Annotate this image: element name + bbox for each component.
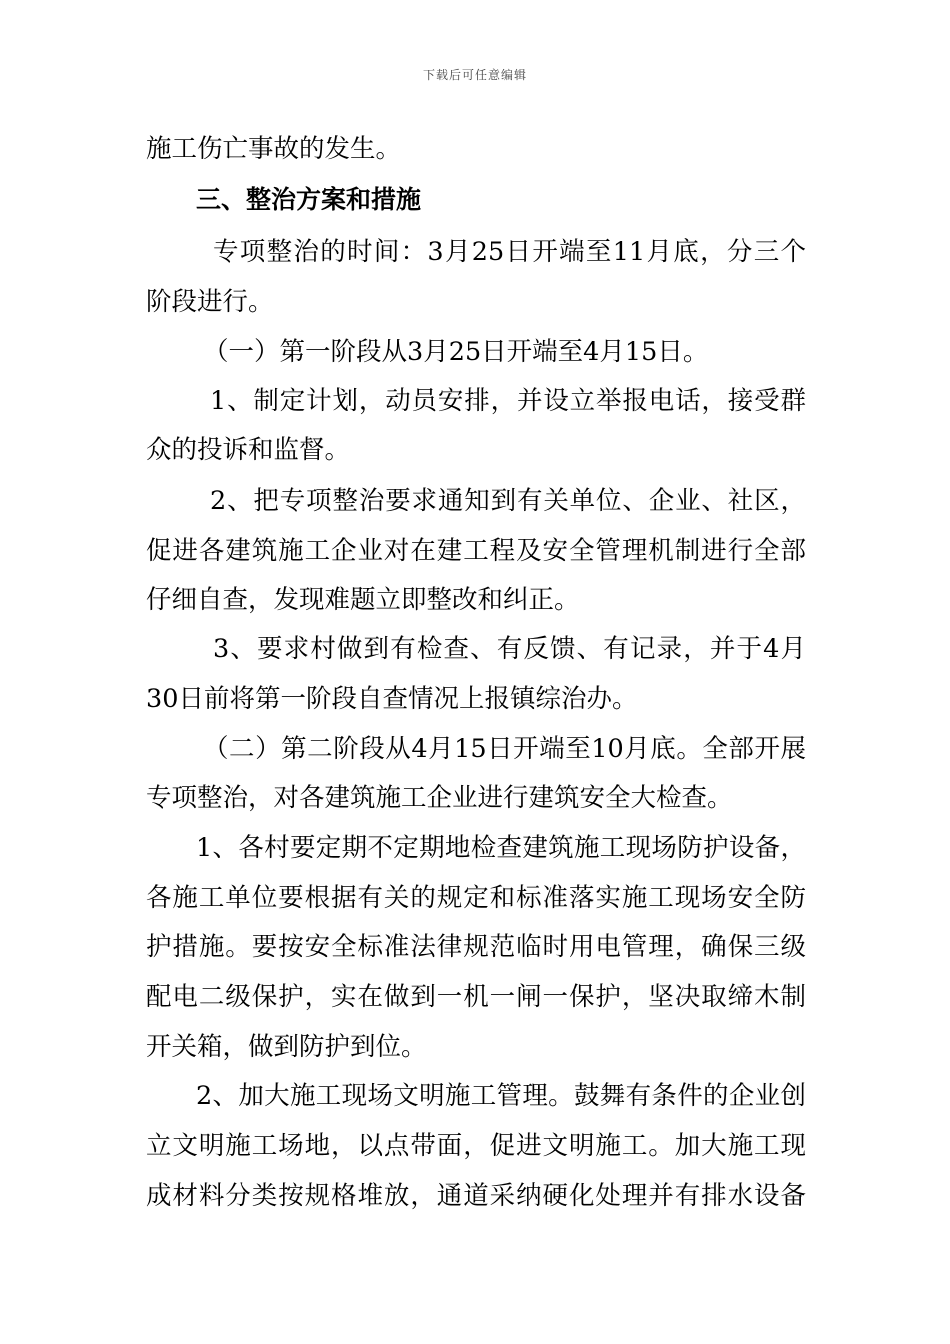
body-line: 阶段进行。 (146, 287, 274, 317)
body-line: 施工伤亡事故的发生。 (146, 134, 402, 164)
body-line: 众的投诉和监督。 (146, 435, 351, 465)
body-line: 专项整治，对各建筑施工企业进行建筑安全大检查。 (146, 783, 733, 813)
body-line: 1、各村要定期不定期地检查建筑施工现场防护设备， (196, 833, 806, 863)
subsection-heading: （二）第二阶段从4月15日开端至10月底。全部开展 (203, 734, 806, 764)
page-header: 下载后可任意编辑 (422, 68, 527, 82)
body-line: 成材料分类按规格堆放，通道采纳硬化处理并有排水设备 (146, 1181, 806, 1211)
body-line: 2、把专项整治要求通知到有关单位、企业、社区， (210, 486, 806, 516)
subsection-heading: （一）第一阶段从3月25日开端至4月15日。 (203, 337, 709, 367)
body-line: 2、加大施工现场文明施工管理。鼓舞有条件的企业创 (196, 1081, 806, 1111)
body-line: 促进各建筑施工企业对在建工程及安全管理机制进行全部 (146, 536, 806, 566)
body-line: 1、制定计划，动员安排，并设立举报电话，接受群 (210, 386, 806, 416)
body-line: 仔细自查，发现难题立即整改和纠正。 (146, 585, 580, 615)
body-line: 专项整治的时间：3月25日开端至11月底，分三个 (213, 237, 806, 267)
body-line: 3、要求村做到有检查、有反馈、有记录，并于4月 (213, 634, 806, 664)
body-line: 配电二级保护，实在做到一机一闸一保护，坚决取缔木制 (146, 982, 806, 1012)
section-heading: 三、整治方案和措施 (196, 185, 422, 214)
body-line: 立文明施工场地，以点带面，促进文明施工。加大施工现 (146, 1131, 806, 1161)
body-line: 30日前将第一阶段自查情况上报镇综治办。 (146, 684, 638, 714)
body-line: 护措施。要按安全标准法律规范临时用电管理，确保三级 (146, 932, 806, 962)
body-line: 各施工单位要根据有关的规定和标准落实施工现场安全防 (146, 883, 806, 913)
body-line: 开关箱，做到防护到位。 (146, 1032, 427, 1062)
